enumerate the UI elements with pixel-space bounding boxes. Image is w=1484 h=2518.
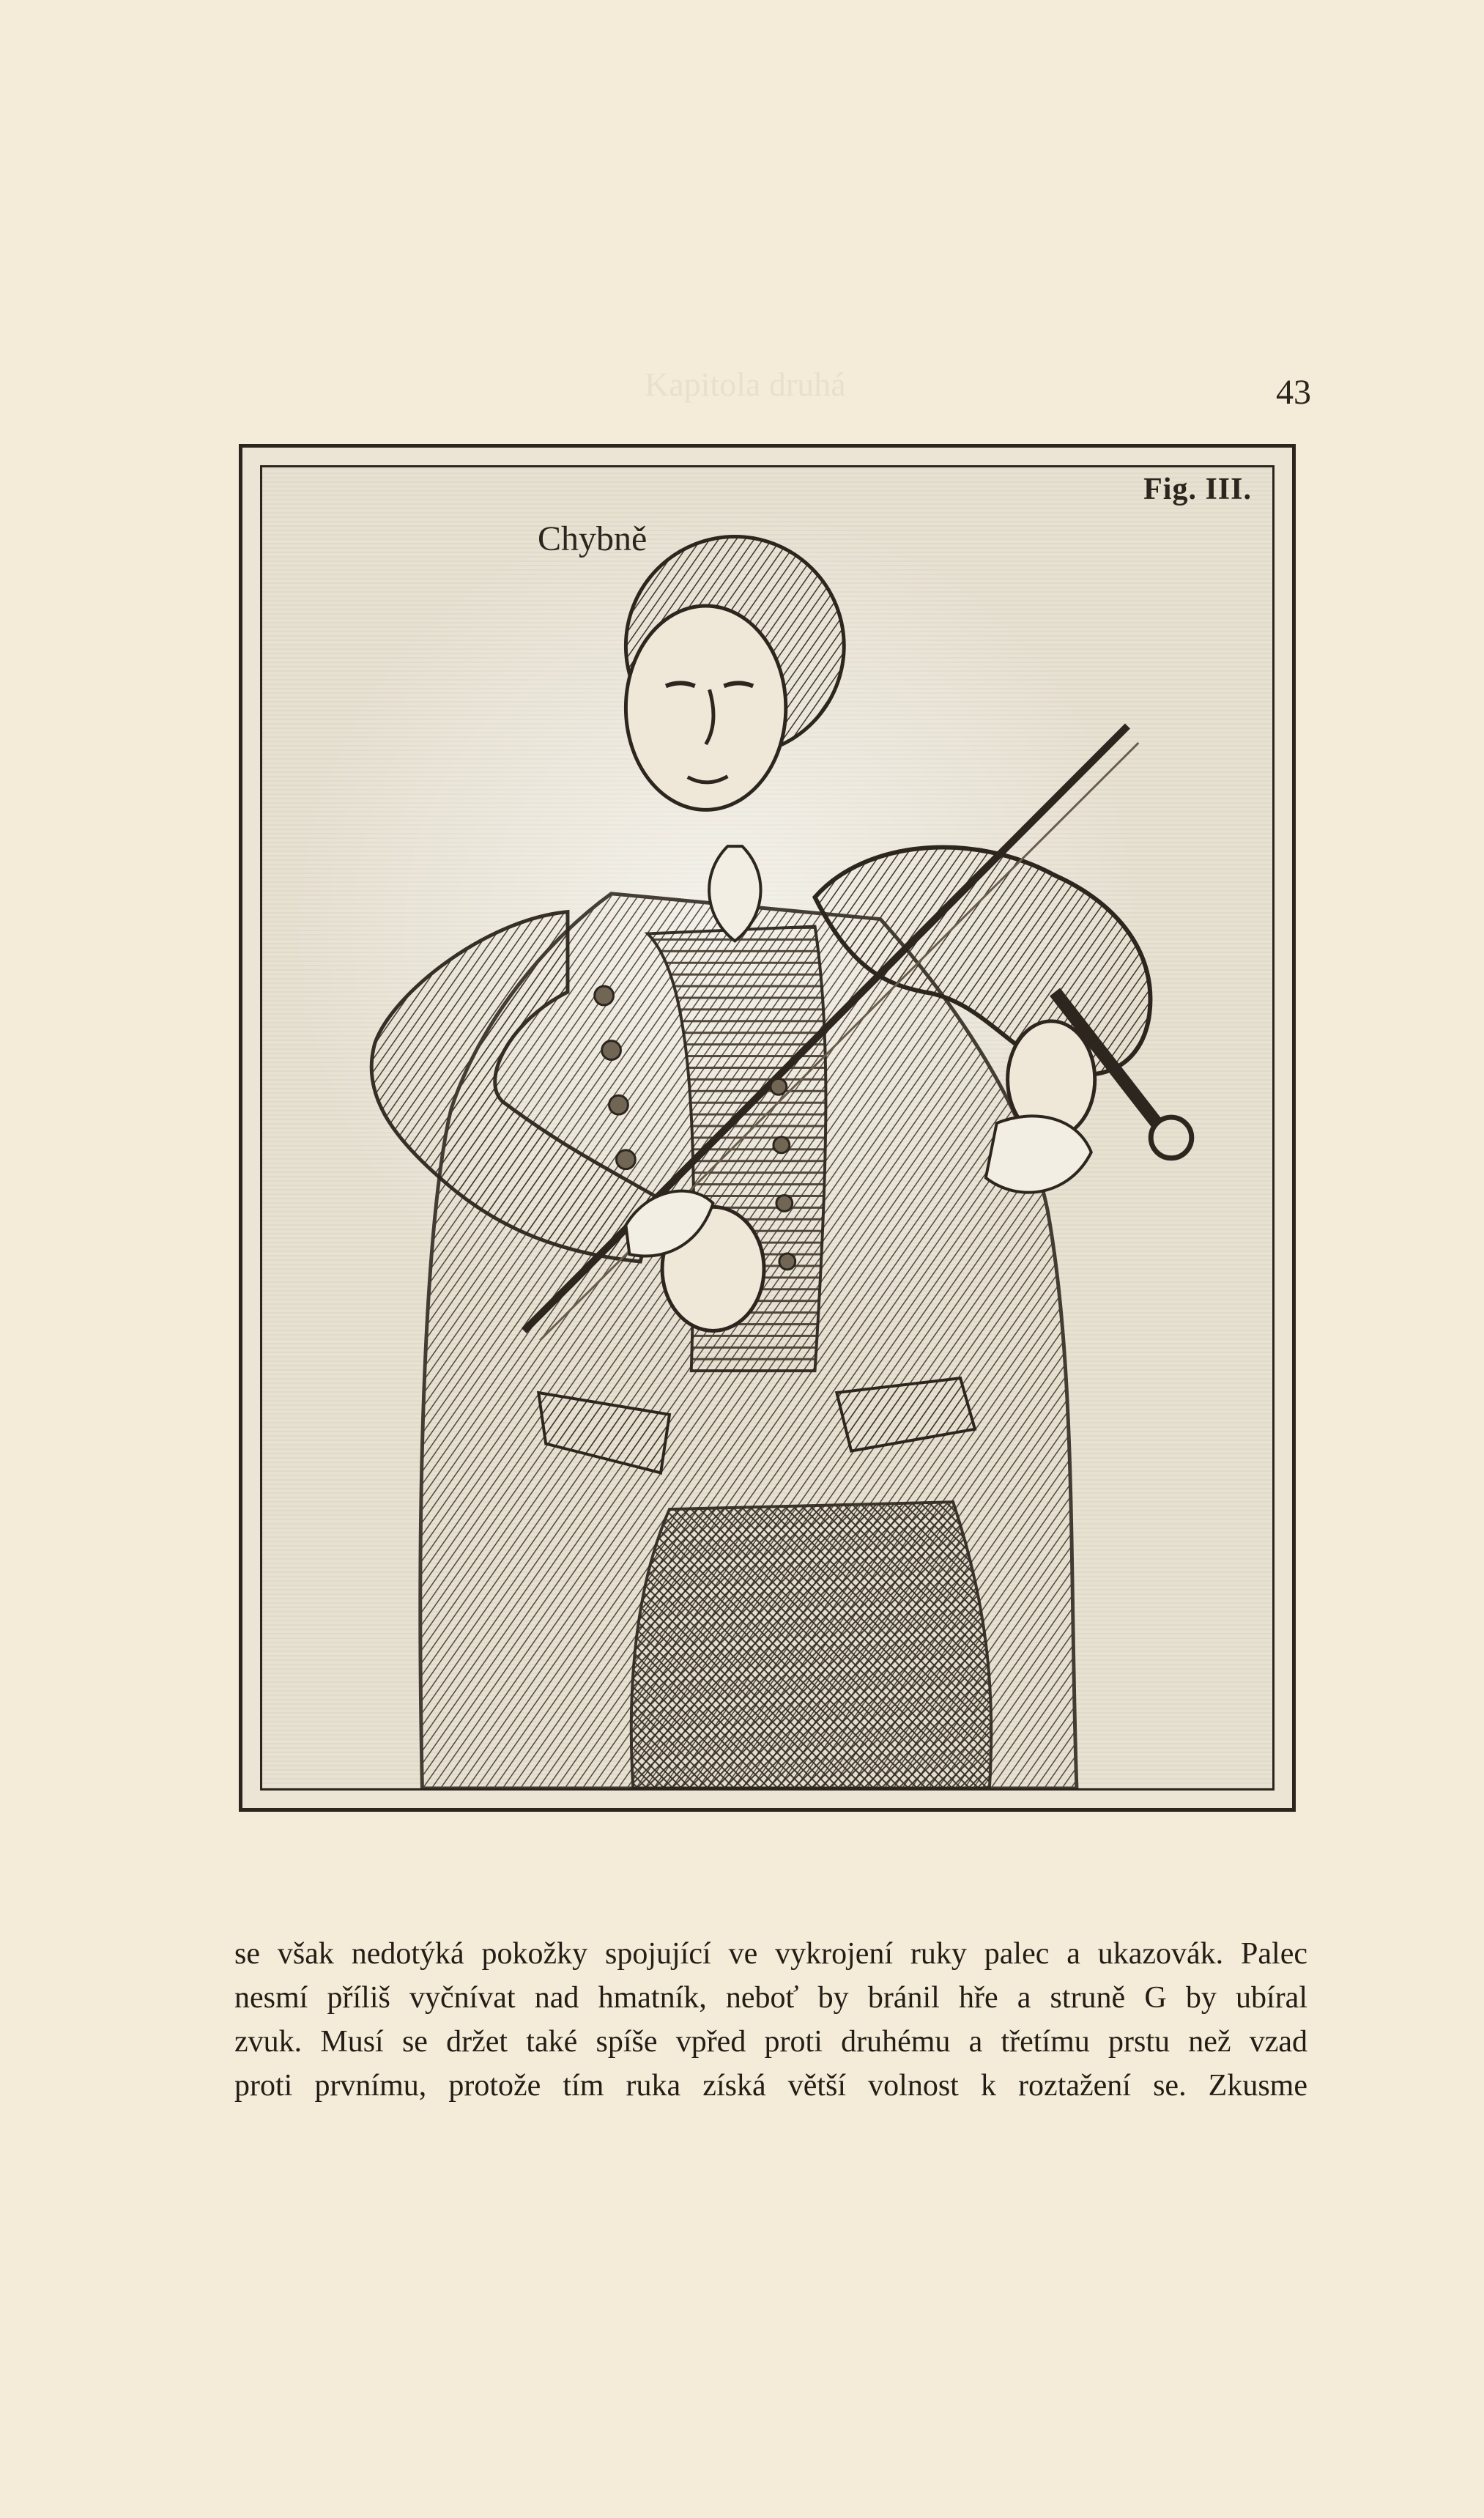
- plate-inner: [260, 465, 1275, 1791]
- body-text-line: zvuk. Musí se držet také spíše vpřed proti druhému a třetímu prstu než vzad: [234, 2025, 1307, 2059]
- body-text-line: se však nedotýká pokožky spojující ve vykrojení ruky palec a ukazovák. Palec: [234, 1937, 1307, 1971]
- face-shape: [626, 606, 785, 810]
- violin-scroll: [1151, 1117, 1192, 1158]
- violinist-engraving: [262, 467, 1272, 1788]
- plate-caption: Chybně: [538, 519, 648, 558]
- body-text-line: nesmí příliš vyčnívat nad hmatník, neboť by bránil hře a struně G by ubíral: [234, 1981, 1307, 2015]
- page-number: 43: [1276, 373, 1311, 412]
- ghost-heading: Kapitola druhá: [645, 366, 846, 403]
- plate-frame: [239, 444, 1296, 1812]
- body-text-line: proti prvnímu, protože tím ruka získá větší volnost k roztažení se. Zkusme: [234, 2069, 1307, 2103]
- trousers-shape: [631, 1502, 992, 1788]
- figure-label: Fig. III.: [1143, 473, 1252, 506]
- body-text: [234, 1932, 1307, 2108]
